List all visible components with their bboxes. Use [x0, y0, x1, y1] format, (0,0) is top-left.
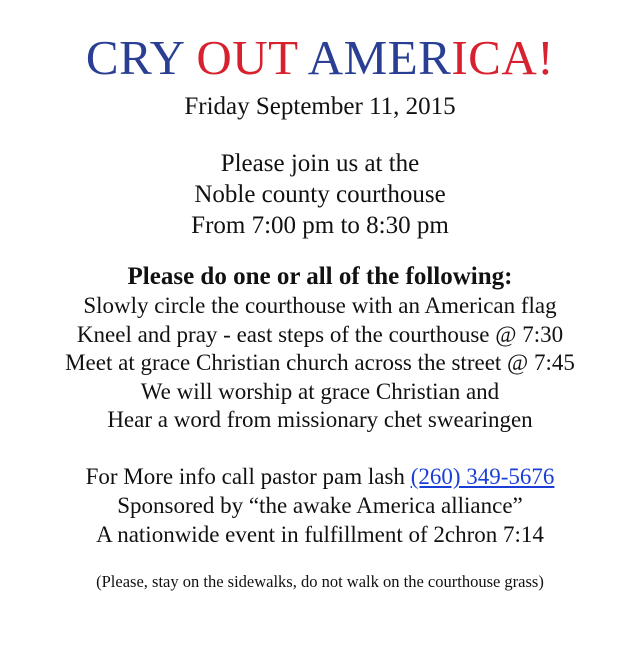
title-part-cry: CRY	[85, 30, 197, 85]
activity-item: Meet at grace Christian church across the street @ 7:45	[65, 350, 575, 375]
activities-heading: Please do one or all of the following:	[127, 263, 513, 290]
activities-list	[0, 292, 640, 435]
activity-item: Kneel and pray - east steps of the courthouse @ 7:30	[76, 321, 564, 347]
phone-link[interactable]: (260) 349-5676	[410, 464, 555, 489]
flyer-title	[0, 30, 640, 86]
event-date: Friday September 11, 2015	[184, 93, 456, 120]
title-part-amer: AMER	[297, 30, 452, 85]
contact-info	[0, 462, 640, 549]
sponsor-line: Sponsored by “the awake America alliance”	[117, 493, 523, 518]
invite-line: Please join us at the	[220, 150, 420, 177]
activity-item: Hear a word from missionary chet swearingen	[107, 407, 533, 432]
contact-line	[0, 462, 640, 491]
invite-line: From 7:00 pm to 8:30 pm	[191, 212, 449, 239]
invite-line: Noble county courthouse	[194, 181, 446, 208]
activity-item: We will worship at grace Christian and	[140, 378, 500, 404]
invitation	[0, 148, 640, 241]
footnote: (Please, stay on the sidewalks, do not walk on the courthouse grass)	[96, 572, 544, 591]
contact-text: For More info call pastor pam lash	[85, 464, 411, 489]
activity-item: Slowly circle the courthouse with an American flag	[83, 293, 557, 318]
event-line: A nationwide event in fulfillment of 2chron 7:14	[96, 522, 544, 547]
title-part-out: OUT	[196, 30, 298, 85]
title-part-ica: ICA!	[451, 30, 555, 85]
